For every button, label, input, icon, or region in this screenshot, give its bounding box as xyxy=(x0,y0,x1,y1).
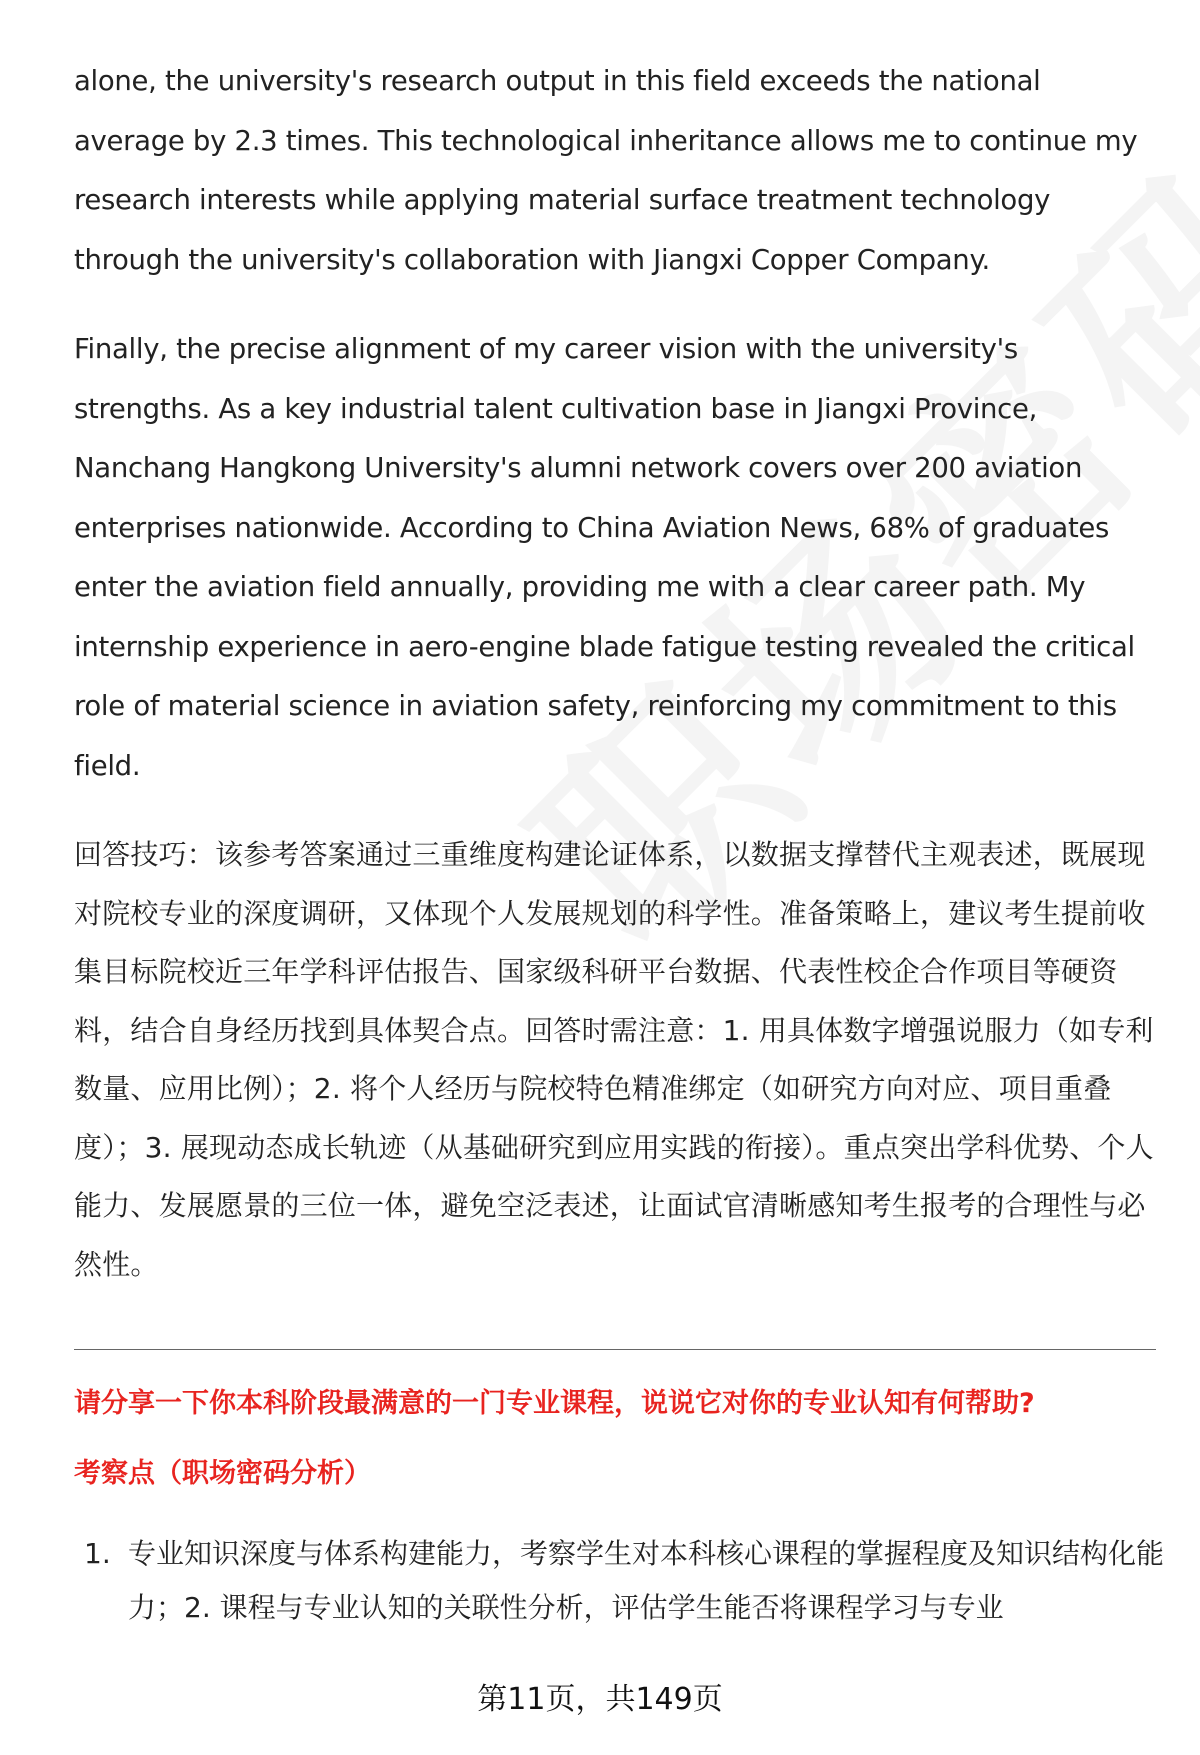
answer-tips: 回答技巧：该参考答案通过三重维度构建论证体系，以数据支撑替代主观表述，既展现对院校专业的深度调研，又体现个人发展规划的科学性。准备策略上，建议考生提前收集目标院校近三年学科评估报告、国家级科研平台数据、代表性校企合作项目等硬资料，结合自身经历找到具体契合点。回答时需注意：1. 用具体数字增强说服力（如专利数量、应用比例）；2. 将个人经历与院校特色精准绑定（如研究方向对应、项目重叠度）；3. 展现动态成长轨迹（从基础研究到应用实践的衔接）。重点突出学科优势、个人能力、发展愿景的三位一体，避免空泛表述，让面试官清晰感知考生报考的合理性与必然性。 xyxy=(74,838,1154,1281)
answer-paragraph: Finally, the precise alignment of my career vision with the university's strengths. As a key industrial talent cultivation base in Jiangxi Province, Nanchang Hangkong University's alumni network covers over 200 aviation enterprises nationwide. According to China Aviation News, 68% of graduates enter the aviation field annually, providing me with a clear career path. My internship experience in aero-engine blade fatigue testing revealed the critical role of material science in aviation safety, reinforcing my commitment to this field. xyxy=(74,333,1135,782)
list-item-number: 1. xyxy=(84,1537,111,1570)
answer-paragraph: alone, the university's research output in this field exceeds the national average by 2.3 times. This technological inheritance allows me to continue my research interests while applying material surface treatment technology through the university's collaboration with Jiangxi Copper Company. xyxy=(74,65,1138,276)
section-divider xyxy=(74,1349,1156,1350)
points-heading: 考察点（职场密码分析） xyxy=(74,1458,371,1489)
points-list xyxy=(84,1527,1164,1635)
list-item-text: 专业知识深度与体系构建能力，考察学生对本科核心课程的掌握程度及知识结构化能力；2. 课程与专业认知的关联性分析，评估学生能否将课程学习与专业 xyxy=(128,1537,1165,1624)
question-heading: 请分享一下你本科阶段最满意的一门专业课程，说说它对你的专业认知有何帮助? xyxy=(74,1388,1035,1419)
list-item xyxy=(84,1527,1164,1635)
page-number: 第11页，共149页 xyxy=(477,1682,723,1717)
answer-body xyxy=(74,52,1156,1294)
